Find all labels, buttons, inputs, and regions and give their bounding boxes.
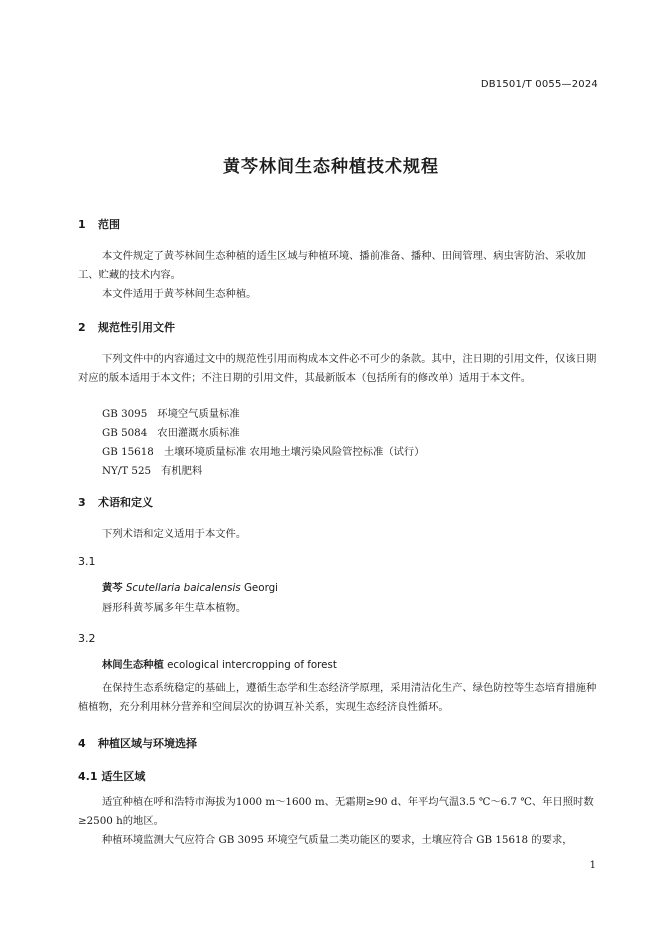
section-title: 规范性引用文件 [98, 321, 175, 334]
subsection-number: 4.1 [78, 770, 98, 783]
section-title: 范围 [98, 218, 120, 231]
subsection-4-1-paragraph-1 [78, 793, 602, 831]
subsection-4-1-heading [78, 768, 145, 784]
section-title: 术语和定义 [98, 496, 153, 509]
section-1-heading [78, 216, 120, 232]
term-chinese: 黄芩 [102, 582, 123, 594]
reference-title: 农田灌溉水质标准 [157, 427, 240, 439]
section-1-paragraph-1 [78, 247, 602, 285]
term-chinese: 林间生态种植 [102, 659, 164, 671]
reference-item [102, 424, 240, 439]
section-2-heading [78, 319, 175, 335]
paragraph-text: 本文件规定了黄芩林间生态种植的适生区域与种植环境、播前准备、播种、田间管理、病虫害防治、采收加工、贮藏的技术内容。 [78, 250, 586, 281]
reference-title: 有机肥料 [161, 465, 203, 477]
paragraph-text: 唇形科黄芩属多年生草本植物。 [102, 602, 247, 614]
reference-title: 环境空气质量标准 [157, 408, 240, 420]
term-english: ecological intercropping of forest [167, 659, 337, 671]
paragraph-text: 适宜种植在呼和浩特市海拔为1000 m～1600 m、无霜期≥90 d、年平均气温3.5 ℃～6.7 ℃、年日照时数≥2500 h的地区。 [78, 796, 594, 827]
section-number: 4 [78, 737, 86, 750]
page-number: 1 [589, 860, 596, 871]
document-number: DB1501/T 0055—2024 [480, 79, 598, 90]
reference-item [102, 405, 240, 420]
section-3-heading [78, 494, 153, 510]
term-number: 3.2 [78, 632, 96, 645]
section-number: 2 [78, 321, 86, 334]
paragraph-text: 下列术语和定义适用于本文件。 [102, 528, 247, 540]
section-3-paragraph-1 [78, 525, 602, 544]
term-latin: Scutellaria baicalensis [125, 582, 241, 594]
paragraph-text: 本文件适用于黄芩林间生态种植。 [102, 288, 257, 300]
section-title: 种植区域与环境选择 [98, 737, 197, 750]
reference-code: NY/T 525 [102, 465, 152, 477]
section-number: 3 [78, 496, 86, 509]
paragraph-text: 下列文件中的内容通过文中的规范性引用而构成本文件必不可少的条款。其中，注日期的引用文件，仅该日期对应的版本适用于本文件；不注日期的引用文件，其最新版本（包括所有的修改单）适用于本文件。 [78, 353, 597, 384]
reference-item [102, 462, 202, 477]
term-definition [78, 599, 602, 618]
term-number: 3.1 [78, 555, 96, 568]
section-1-paragraph-2 [78, 285, 602, 304]
page-title: 黄芩林间生态种植技术规程 [223, 157, 439, 177]
reference-code: GB 5084 [102, 427, 148, 439]
paragraph-text: 在保持生态系统稳定的基础上，遵循生态学和生态经济学原理，采用清洁化生产、绿色防控等生态培育措施种植植物，充分利用林分营养和空间层次的协调互补关系，实现生态经济良性循环。 [78, 682, 597, 713]
reference-code: GB 3095 [102, 408, 148, 420]
subsection-4-1-paragraph-2 [78, 831, 602, 850]
term-entry [102, 579, 278, 594]
term-author: Georgi [243, 582, 279, 594]
paragraph-text: 种植环境监测大气应符合 GB 3095 环境空气质量二类功能区的要求，土壤应符合 GB 15618 的要求， [102, 834, 573, 846]
reference-code: GB 15618 [102, 446, 154, 458]
term-entry [102, 656, 337, 671]
reference-title: 土壤环境质量标准 农用地土壤污染风险管控标准（试行） [163, 446, 425, 458]
section-4-heading [78, 735, 197, 751]
reference-item [102, 443, 425, 458]
subsection-title: 适生区域 [101, 770, 146, 783]
section-2-paragraph-1 [78, 350, 602, 388]
term-definition [78, 679, 602, 717]
section-number: 1 [78, 218, 86, 231]
